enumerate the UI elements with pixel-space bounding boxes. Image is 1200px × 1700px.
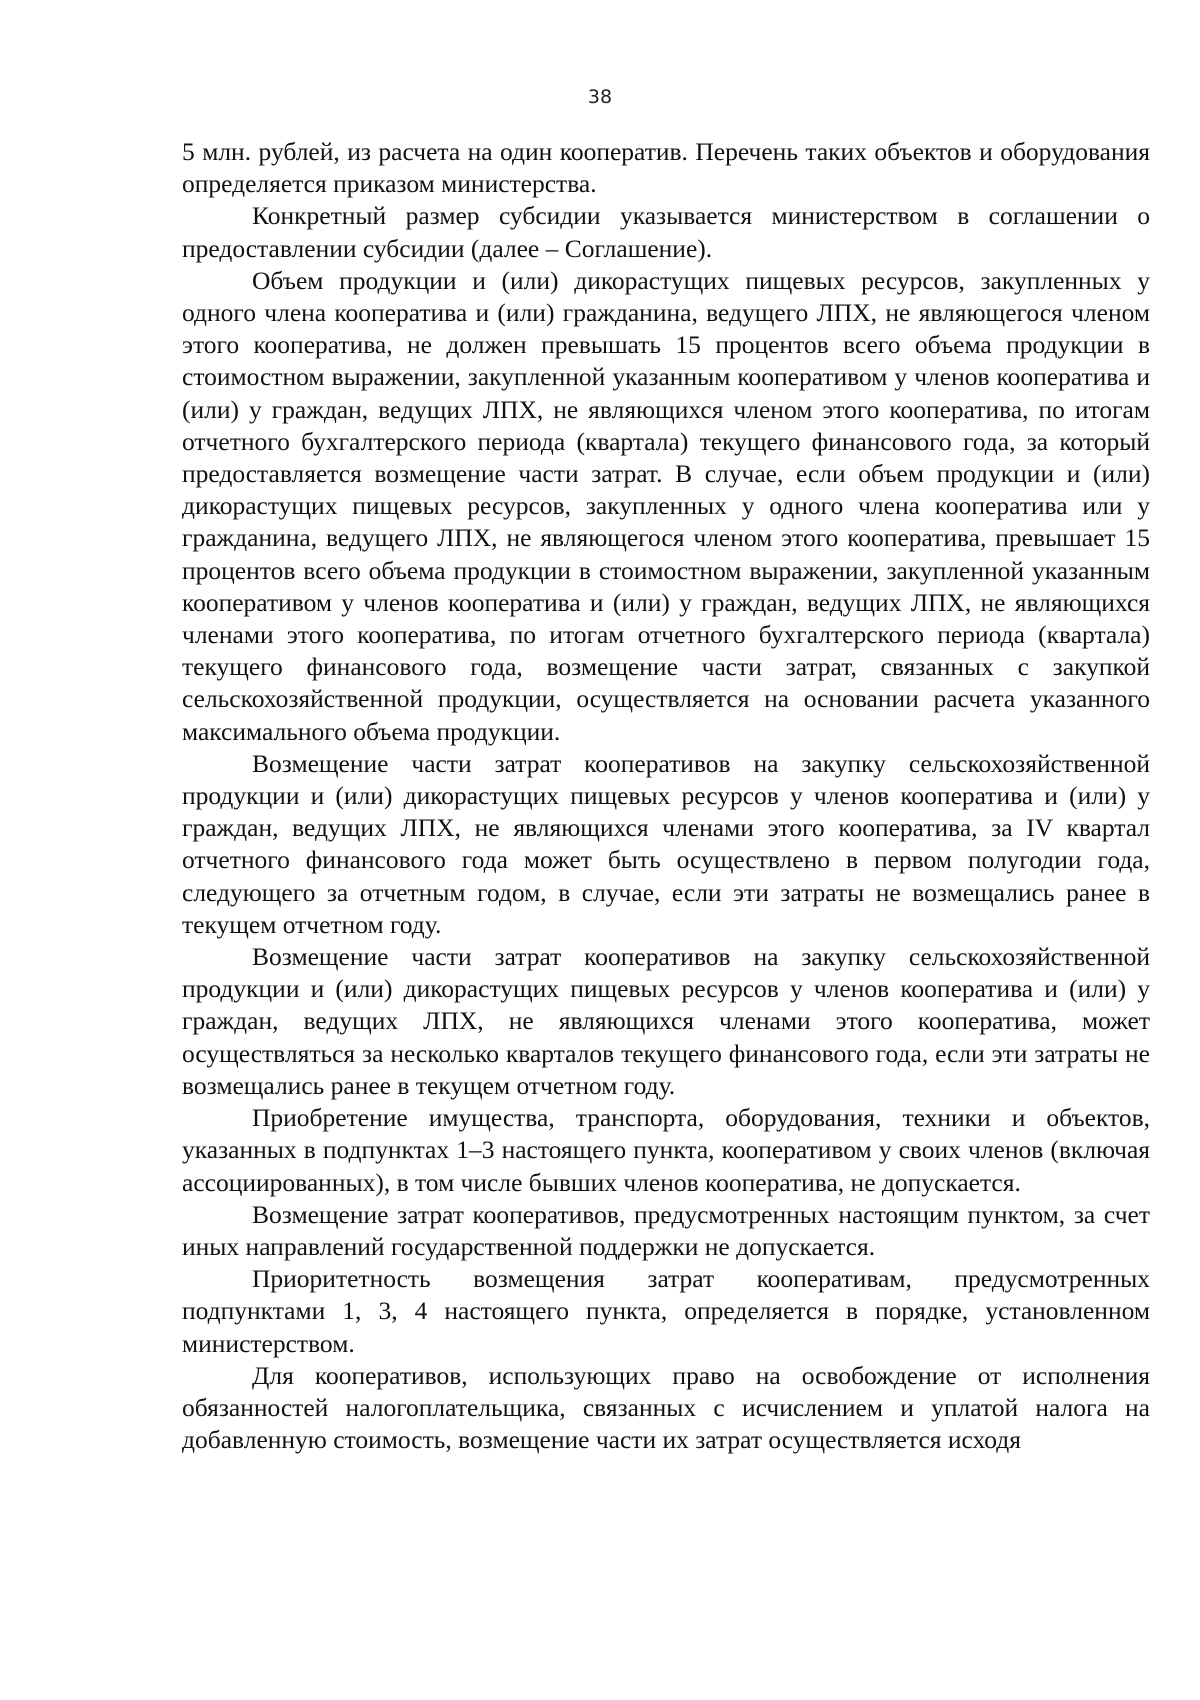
document-body bbox=[182, 136, 1150, 1456]
paragraph-continuation: 5 млн. рублей, из расчета на один кооператив. Перечень таких объектов и оборудования определяется приказом министерства. bbox=[182, 137, 1150, 199]
paragraph-vat-exemption: Для кооперативов, использующих право на освобождение от исполнения обязанностей налогоплательщика, связанных с исчислением и уплатой налога на добавленную стоимость, возмещение части их затрат осуществляется исходя bbox=[182, 1360, 1150, 1455]
paragraph-q4-reimbursement: Возмещение части затрат кооперативов на закупку сельскохозяйственной продукции и (или) дикорастущих пищевых ресурсов у членов кооператива и (или) у граждан, ведущих ЛПХ, не являющихся членами этого кооператива, за IV квартал отчетного финансового года может быть осуществлено в первом полугодии года, следующего за отчетным годом, в случае, если эти затраты не возмещались ранее в текущем отчетном году. bbox=[182, 748, 1150, 939]
paragraph-subsidy-amount: Конкретный размер субсидии указывается министерством в соглашении о предоставлении субсидии (далее – Соглашение). bbox=[182, 201, 1150, 263]
paragraph-priority: Приоритетность возмещения затрат кооперативам, предусмотренных подпунктами 1, 3, 4 настоящего пункта, определяется в порядке, установленном министерством. bbox=[182, 1264, 1150, 1358]
paragraph-acquisition-restriction: Приобретение имущества, транспорта, оборудования, техники и объектов, указанных в подпунктах 1–3 настоящего пункта, кооперативом у своих членов (включая ассоциированных), в том числе бывших членов кооператива, не допускается. bbox=[182, 1103, 1150, 1197]
paragraph-purchase-volume-limit: Объем продукции и (или) дикорастущих пищевых ресурсов, закупленных у одного члена кооператива и (или) гражданина, ведущего ЛПХ, не являющегося членом этого кооператива, не должен превышать 15 процентов всего объема продукции в стоимостном выражении, закупленной указанным кооперативом у членов кооператива и (или) у граждан, ведущих ЛПХ, не являющихся членом этого кооператива, по итогам отчетного бухгалтерского периода (квартала) текущего финансового года, за который предоставляется возмещение части затрат. В случае, если объем продукции и (или) дикорастущих пищевых ресурсов, закупленных у одного члена кооператива или у гражданина, ведущего ЛПХ, не являющегося членом этого кооператива, превышает 15 процентов всего объема продукции в стоимостном выражении, закупленной указанным кооперативом у членов кооператива и (или) у граждан, ведущих ЛПХ, не являющихся членами этого кооператива, по итогам отчетного бухгалтерского периода (квартала) текущего финансового года, возмещение части затрат, связанных с закупкой сельскохозяйственной продукции, осуществляется на основании расчета указанного максимального объема продукции. bbox=[182, 265, 1150, 746]
paragraph-no-double-support: Возмещение затрат кооперативов, предусмотренных настоящим пунктом, за счет иных направлений государственной поддержки не допускается. bbox=[182, 1199, 1150, 1261]
page-number: 38 bbox=[587, 86, 613, 108]
paragraph-multi-quarter-reimbursement: Возмещение части затрат кооперативов на закупку сельскохозяйственной продукции и (или) дикорастущих пищевых ресурсов у членов кооператива и (или) у граждан, ведущих ЛПХ, не являющихся членами этого кооператива, может осуществляться за несколько кварталов текущего финансового года, если эти затраты не возмещались ранее в текущем отчетном году. bbox=[182, 942, 1150, 1100]
